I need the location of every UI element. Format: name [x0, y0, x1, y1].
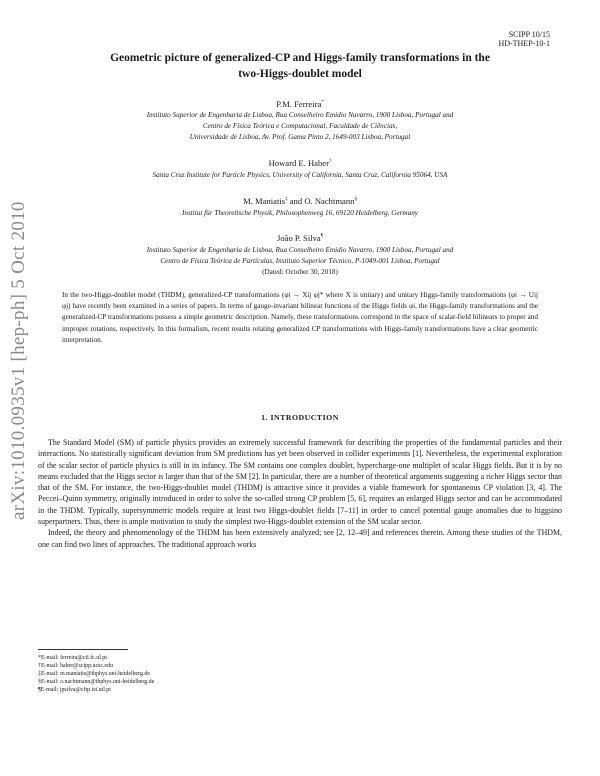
footnote: ‡E-mail: m.maniatis@thphys.uni-heidelberg.de — [38, 671, 150, 678]
paragraph: The Standard Model (SM) of particle physics provides an extremely successful framework for describing the properties of the fundamental particles and their interactions. No statistically significant deviation from SM predictions has yet been observed in collider experiments [1]. Nevertheless, the experimental exploration of the scalar sector of particle physics is still in its infancy. The SM contains one complex doublet, hypercharge-one multiplet of scalar Higgs fields. But it is by no means excluded that the Higgs sector is larger than that of the SM [2]. In particular, there are a number of theoretical arguments suggesting a richer Higgs sector than that of the SM. For instance, the two-Higgs-doublet model (THDM) is attractive since it provides a viable framework for spontaneous CP violation [3, 4]. The Peccei–Quinn symmetry, originally introduced in order to solve the so-called strong CP problem [5, 6], requires an enlarged Higgs sector and can be accommodated in the THDM. Typically, supersymmetric models require at least two Higgs-doublet fields [7–11] in order to cancel potential gauge anomalies due to higgsino superpartners. Thus, there is ample motivation to study the simplest two-Higgs-doublet extension of the SM scalar sector. — [38, 438, 562, 527]
footnote: §E-mail: o.nachtmann@thphys.uni-heidelberg.de — [38, 679, 155, 686]
footnote: ¶E-mail: jpsilva@cftp.ist.utl.pt — [38, 687, 111, 694]
author-name: João P. Silva¶ — [277, 233, 323, 243]
paper-title — [40, 50, 560, 82]
body-text — [38, 437, 562, 550]
report-number: HD-THEP-10-1 — [498, 39, 550, 48]
affiliation: Instituto Superior de Engenharia de Lisboa, Rua Conselheiro Emídio Navarro, 1900 Lisboa, Portugal and Centro de Física Teórica de Partículas, Instituto Superior Técnico, P-1049-001 Lisboa, Portugal — [146, 246, 454, 265]
author-name: Howard E. Haber† — [268, 158, 332, 168]
report-number-block — [498, 30, 550, 48]
footnote: *E-mail: ferreira@cii.fc.ul.pt — [38, 655, 107, 661]
report-number: SCIPP 10/15 — [508, 30, 550, 39]
arxiv-stamp: arXiv:1010.0935v1 [hep-ph] 5 Oct 2010 — [8, 201, 29, 520]
affiliation: Institut für Theoretische Physik, Philosophenweg 16, 69120 Heidelberg, Germany — [181, 209, 419, 217]
footnote: †E-mail: haber@scipp.ucsc.edu — [38, 663, 113, 670]
abstract: In the two-Higgs-doublet model (THDM), generalized-CP transformations (φi → Xij φj* where X is unitary) and unitary Higgs-family transformations (φi → Uij φj) have recently been examined in a series of papers. In terms of gauge-invariant bilinear functions of the Higgs fields φi, the Higgs-family transformations and the generalized-CP transformations possess a simple geometric description. Namely, these transformations correspond in the space of scalar-field bilinears to proper and improper rotations, respectively. In this formalism, recent results relating generalized CP transformations with Higgs-family transformations have a clear geometric interpretation. — [62, 291, 538, 344]
author-name: M. Maniatis‡ and O. Nachtmann§ — [243, 196, 357, 206]
affiliation: Santa Cruz Institute for Particle Physics, University of California, Santa Cruz, California 95064, USA — [152, 171, 448, 179]
footnote-rule — [38, 649, 128, 650]
author-name: P.M. Ferreira* — [276, 99, 324, 109]
date-line: (Dated: October 30, 2018) — [262, 268, 338, 276]
footnotes — [38, 654, 154, 694]
paragraph: Indeed, the theory and phenomenology of the THDM has been extensively analyzed; see [2, 12–49] and references therein. Among these studies of the THDM, one can find two lines of approaches. The traditional approach works — [38, 528, 562, 549]
title-line: two-Higgs-doublet model — [238, 68, 362, 80]
title-line: Geometric picture of generalized-CP and Higgs-family transformations in the — [110, 52, 490, 64]
section-heading: 1. INTRODUCTION — [261, 413, 339, 422]
affiliation: Instituto Superior de Engenharia de Lisboa, Rua Conselheiro Emídio Navarro, 1900 Lisboa, Portugal and Centro de Física Teórica e Computacional, Faculdade de Ciências, Universidade de Lisboa, Av. Prof. Gama Pinto 2, 1649-003 Lisboa, Portugal — [146, 111, 454, 141]
